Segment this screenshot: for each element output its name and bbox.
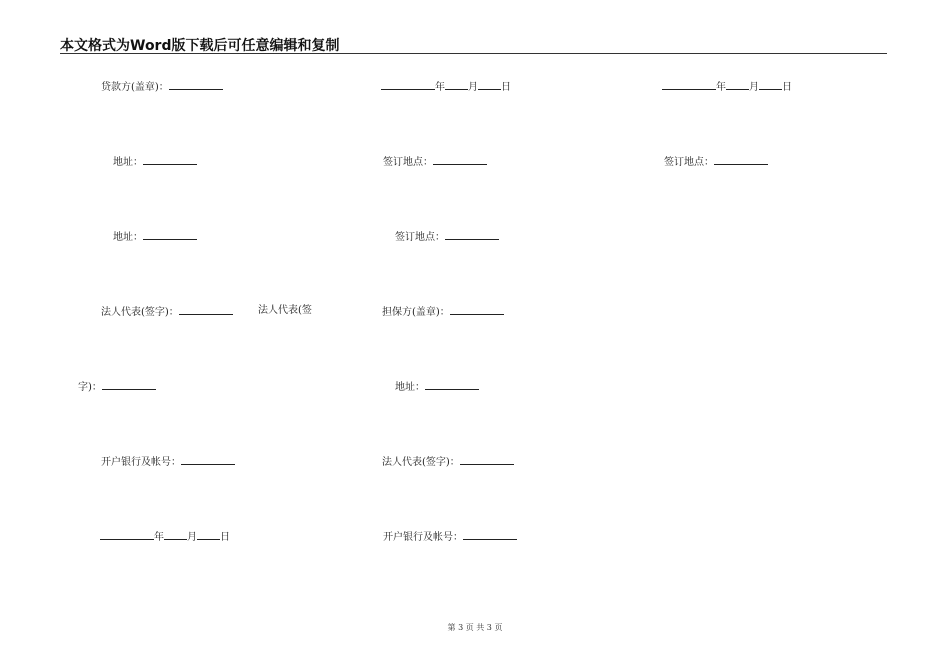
day-label: 日 xyxy=(501,82,511,93)
sign-place-line xyxy=(383,154,487,170)
legal-rep-blank xyxy=(179,304,233,315)
date-line-middle xyxy=(381,79,511,95)
date-line-right xyxy=(662,79,792,95)
year-label: 年 xyxy=(716,82,726,93)
year-label: 年 xyxy=(435,82,445,93)
guarantor-seal-line xyxy=(382,304,504,320)
day-label: 日 xyxy=(782,82,792,93)
address-line xyxy=(113,229,197,245)
legal-rep-label: 法人代表(签字)： xyxy=(101,307,179,318)
address-line xyxy=(113,154,197,170)
day-blank xyxy=(478,79,501,90)
month-blank xyxy=(445,79,468,90)
legal-rep-blank xyxy=(460,454,514,465)
sign-place-blank xyxy=(445,229,499,240)
month-blank xyxy=(164,529,187,540)
legal-rep-blank xyxy=(102,379,156,390)
day-blank xyxy=(197,529,220,540)
lender-blank xyxy=(169,79,223,90)
guarantor-blank xyxy=(450,304,504,315)
bank-account-label: 开户银行及帐号： xyxy=(383,532,463,543)
month-label: 月 xyxy=(468,82,478,93)
sign-place-line xyxy=(664,154,768,170)
bank-account-label: 开户银行及帐号： xyxy=(101,457,181,468)
page-number-footer: 第 3 页 共 3 页 xyxy=(447,623,503,632)
sign-place-label: 签订地点： xyxy=(383,157,433,168)
sign-place-line xyxy=(395,229,499,245)
year-blank xyxy=(100,529,154,540)
address-blank xyxy=(143,154,197,165)
sign-place-label: 签订地点： xyxy=(664,157,714,168)
address-line xyxy=(395,379,479,395)
address-label: 地址： xyxy=(395,382,425,393)
bank-account-blank xyxy=(463,529,517,540)
header-divider xyxy=(60,53,887,54)
month-label: 月 xyxy=(187,532,197,543)
month-blank xyxy=(726,79,749,90)
address-blank xyxy=(143,229,197,240)
day-label: 日 xyxy=(220,532,230,543)
guarantor-label: 担保方(盖章)： xyxy=(382,307,450,318)
legal-rep-wrapped-end xyxy=(78,379,156,395)
date-line-left xyxy=(100,529,230,545)
sign-place-blank xyxy=(433,154,487,165)
legal-rep-label: 法人代表(签字)： xyxy=(382,457,460,468)
sign-place-blank xyxy=(714,154,768,165)
bank-account-line xyxy=(101,454,235,470)
day-blank xyxy=(759,79,782,90)
address-label: 地址： xyxy=(113,157,143,168)
year-blank xyxy=(662,79,716,90)
year-label: 年 xyxy=(154,532,164,543)
legal-rep-label-part2: 字)： xyxy=(78,382,102,393)
sign-place-label: 签订地点： xyxy=(395,232,445,243)
year-blank xyxy=(381,79,435,90)
lender-seal-line xyxy=(101,79,223,95)
address-blank xyxy=(425,379,479,390)
legal-rep-wrapped-start xyxy=(258,304,312,318)
legal-rep-line xyxy=(101,304,233,320)
month-label: 月 xyxy=(749,82,759,93)
legal-rep-label-part1: 法人代表(签 xyxy=(258,305,312,316)
address-label: 地址： xyxy=(113,232,143,243)
document-header-title: 本文格式为Word版下载后可任意编辑和复制 xyxy=(60,38,340,54)
legal-rep-line xyxy=(382,454,514,470)
lender-label: 贷款方(盖章)： xyxy=(101,82,169,93)
bank-account-line xyxy=(383,529,517,545)
bank-account-blank xyxy=(181,454,235,465)
